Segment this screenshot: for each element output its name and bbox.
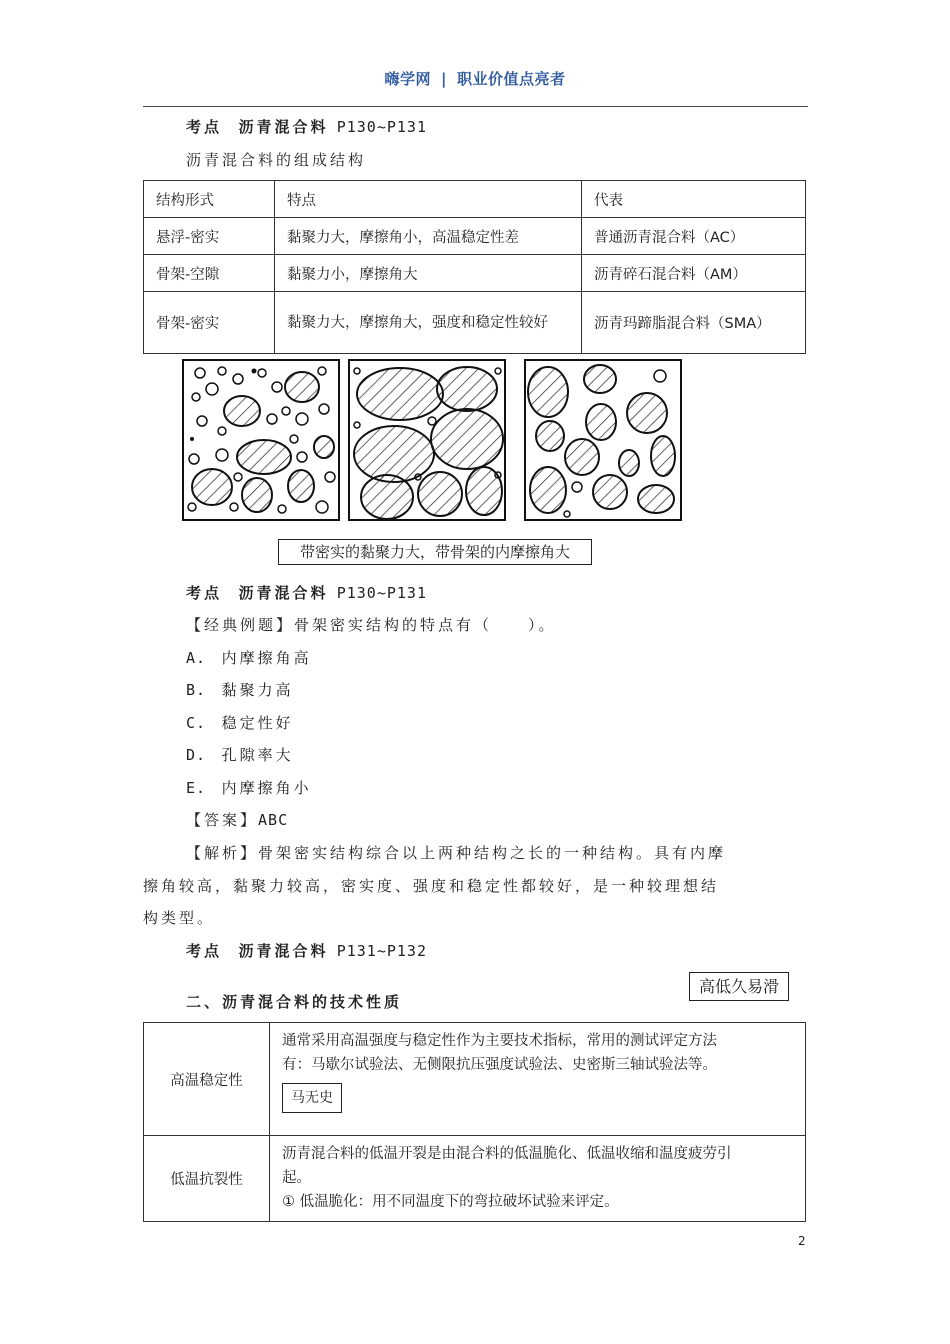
brand-name: 嗨学网 xyxy=(384,70,431,88)
kaodian-topic: 沥青混合料 xyxy=(238,942,329,960)
table-cell: 骨架-密实 xyxy=(144,292,275,354)
diagram-caption: 带密实的黏聚力大，带骨架的内摩擦角大 xyxy=(278,539,592,565)
structure-table xyxy=(143,180,806,354)
kaodian-topic: 沥青混合料 xyxy=(238,584,329,602)
table-row xyxy=(144,292,806,354)
property-label: 高温稳定性 xyxy=(144,1023,270,1136)
kaodian-label: 考点 xyxy=(186,942,223,960)
structure-diagram xyxy=(182,359,688,566)
table-row xyxy=(144,1136,806,1222)
section-heading-1 xyxy=(186,116,427,137)
tech-heading: 二、沥青混合料的技术性质 xyxy=(186,993,403,1011)
table-cell: 黏聚力小，摩擦角大 xyxy=(275,255,582,292)
table-cell: 黏聚力大，摩擦角大，强度和稳定性较好 xyxy=(275,292,582,354)
page-header xyxy=(0,68,950,89)
header-rule xyxy=(143,106,808,107)
analysis-tag: 【解析】 xyxy=(186,844,259,862)
property-description: 通常采用高温强度与稳定性作为主要技术指标，常用的测试评定方法 有：马歇尔试验法、无侧限抗压强度试验法、史密斯三轴试验法等。 马无史 xyxy=(270,1023,806,1136)
kaodian-label: 考点 xyxy=(186,118,223,136)
table-cell: 悬浮-密实 xyxy=(144,218,275,255)
kaodian-pages: P131~P132 xyxy=(336,942,427,960)
question-text: 骨架密实结构的特点有（ ）。 xyxy=(294,616,557,634)
table-cell: 沥青玛蹄脂混合料（SMA） xyxy=(582,292,806,354)
suspended-dense-panel xyxy=(183,360,339,520)
table-cell: 沥青碎石混合料（AM） xyxy=(582,255,806,292)
option-a: A. 内摩擦角高 xyxy=(186,649,312,667)
table-subtitle: 沥青混合料的组成结构 xyxy=(186,151,367,169)
kaodian-pages: P130~P131 xyxy=(336,118,427,136)
mnemonic-inline-box: 马无史 xyxy=(282,1083,342,1113)
analysis-line-2: 擦角较高，黏聚力较高，密实度、强度和稳定性都较好，是一种较理想结 xyxy=(143,877,720,895)
analysis-line-3: 构类型。 xyxy=(143,909,216,927)
question-stem xyxy=(186,614,557,635)
table-row xyxy=(144,218,806,255)
option-b: B. 黏聚力高 xyxy=(186,681,294,699)
skeleton-dense-panel xyxy=(525,360,681,520)
answer-line xyxy=(186,809,288,830)
property-description: 沥青混合料的低温开裂是由混合料的低温脆化、低温收缩和温度疲劳引 起。 ① 低温脆化：用不同温度下的弯拉破坏试验来评定。 xyxy=(270,1136,806,1222)
question-tag: 【经典例题】 xyxy=(186,616,295,634)
header-cell: 特点 xyxy=(275,181,582,218)
option-c: C. 稳定性好 xyxy=(186,714,294,732)
tech-properties-table xyxy=(143,1022,806,1222)
table-cell: 黏聚力大，摩擦角小，高温稳定性差 xyxy=(275,218,582,255)
mnemonic-box: 高低久易滑 xyxy=(689,972,789,1001)
brand-slogan: 职业价值点亮者 xyxy=(456,70,566,88)
kaodian-label: 考点 xyxy=(186,584,223,602)
header-cell: 结构形式 xyxy=(144,181,275,218)
header-cell: 代表 xyxy=(582,181,806,218)
section-heading-3 xyxy=(186,940,427,961)
section-heading-2 xyxy=(186,582,427,603)
header-separator: | xyxy=(441,70,447,88)
property-label: 低温抗裂性 xyxy=(144,1136,270,1222)
table-header-row xyxy=(144,181,806,218)
table-cell: 普通沥青混合料（AC） xyxy=(582,218,806,255)
kaodian-pages: P130~P131 xyxy=(336,584,427,602)
option-e: E. 内摩擦角小 xyxy=(186,779,312,797)
kaodian-topic: 沥青混合料 xyxy=(238,118,329,136)
skeleton-void-panel xyxy=(349,360,505,520)
table-row xyxy=(144,255,806,292)
page-number: 2 xyxy=(798,1234,806,1248)
option-d: D. 孔隙率大 xyxy=(186,746,294,764)
analysis-line-1: 【解析】骨架密实结构综合以上两种结构之长的一种结构。具有内摩 xyxy=(186,844,727,862)
answer-tag: 【答案】 xyxy=(186,811,259,829)
table-cell: 骨架-空隙 xyxy=(144,255,275,292)
table-row xyxy=(144,1023,806,1136)
answer-value: ABC xyxy=(258,811,289,829)
